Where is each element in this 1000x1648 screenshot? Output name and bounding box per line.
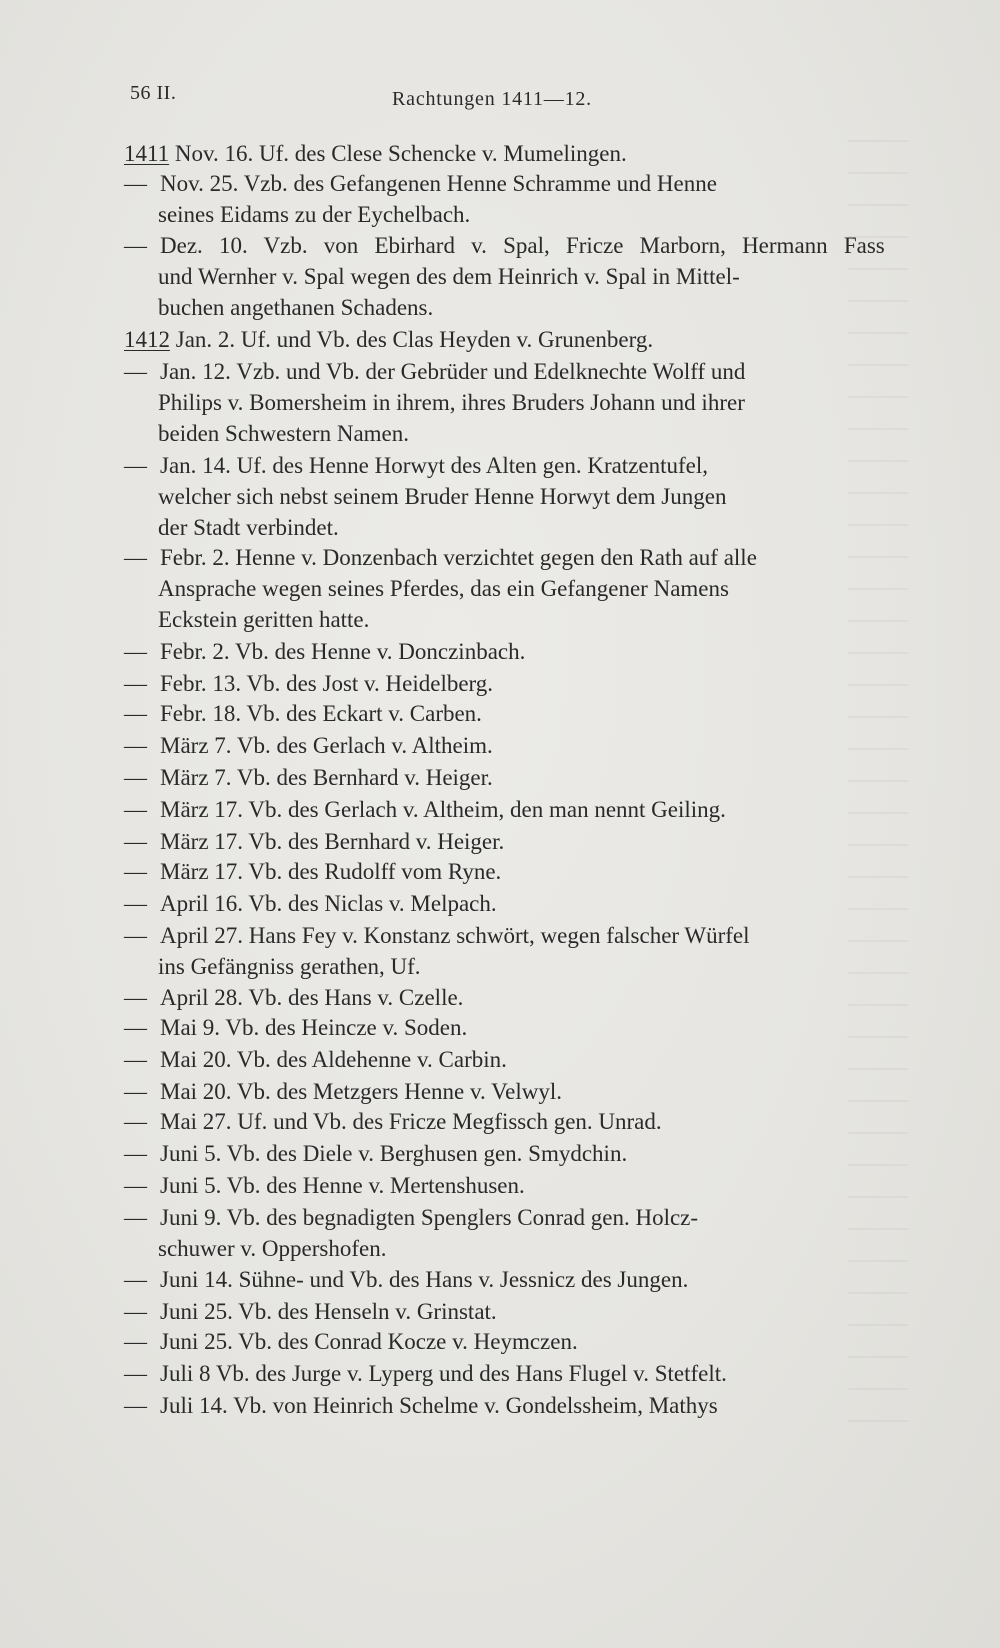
entry-text: Mai 20. Vb. des Metzgers Henne v. Velwyl.: [160, 1079, 563, 1104]
entry-continuation-line: [158, 604, 369, 636]
entry-text: Dez. 10. Vzb. von Ebirhard v. Spal, Fricze Marborn, Hermann Fass: [160, 233, 885, 258]
entry-first-line: [124, 1202, 699, 1234]
entry-text: Nov. 25. Vzb. des Gefangenen Henne Schramme und Henne: [160, 171, 717, 196]
ditto-dash: —: [124, 701, 147, 726]
entry-first-line: [124, 1044, 507, 1076]
entry-text: März 17. Vb. des Gerlach v. Altheim, den man nennt Geiling.: [160, 797, 726, 822]
ditto-dash: —: [124, 1141, 147, 1166]
entry-text: Jan. 14. Uf. des Henne Horwyt des Alten gen. Kratzentufel,: [160, 453, 709, 478]
entry-text: Eckstein geritten hatte.: [158, 607, 370, 632]
entry-first-line: [124, 794, 726, 826]
entry-first-line: [124, 636, 526, 668]
ditto-dash: —: [124, 1047, 147, 1072]
entry-first-line: [124, 1296, 497, 1328]
entry-first-line: [124, 230, 885, 262]
entry-text: Mai 27. Uf. und Vb. des Fricze Megfissch gen. Unrad.: [160, 1109, 662, 1134]
entry-first-line: [124, 1358, 727, 1390]
entry-continuation-line: [158, 199, 470, 231]
entry-first-line: [124, 1326, 578, 1358]
page-header: [130, 82, 650, 112]
entry-text: Juni 9. Vb. des begnadigten Spenglers Conrad gen. Holcz-: [160, 1205, 699, 1230]
ditto-dash: —: [124, 1015, 147, 1040]
ditto-dash: —: [124, 1205, 147, 1230]
entry-text: Mai 9. Vb. des Heincze v. Soden.: [160, 1015, 468, 1040]
entry-text: welcher sich nebst seinem Bruder Henne Horwyt dem Jungen: [158, 484, 727, 509]
entry-text: ins Gefängniss gerathen, Uf.: [158, 954, 421, 979]
entry-text: Juli 14. Vb. von Heinrich Schelme v. Gondelssheim, Mathys: [160, 1393, 718, 1418]
ditto-dash: —: [124, 1079, 147, 1104]
entry-text: Juni 25. Vb. des Henseln v. Grinstat.: [160, 1299, 497, 1324]
ditto-dash: —: [124, 671, 147, 696]
entry-first-line: [124, 1106, 662, 1138]
entry-continuation-line: [158, 481, 726, 513]
entry-text: März 7. Vb. des Bernhard v. Heiger.: [160, 765, 493, 790]
entry-text: April 27. Hans Fey v. Konstanz schwört, wegen falscher Würfel: [160, 923, 750, 948]
entry-continuation-line: [158, 261, 740, 293]
entry-first-line: [124, 1390, 718, 1422]
entry-text: der Stadt verbindet.: [158, 515, 339, 540]
entry-text: Jan. 12. Vzb. und Vb. der Gebrüder und Edelknechte Wolff und: [160, 359, 746, 384]
entry-continuation-line: [158, 1233, 386, 1265]
ditto-dash: —: [124, 1109, 147, 1134]
entry-first-line: [124, 324, 653, 356]
entry-text: Juni 25. Vb. des Conrad Kocze v. Heymczen.: [160, 1329, 578, 1354]
entry-text: und Wernher v. Spal wegen des dem Heinrich v. Spal in Mittel-: [158, 264, 740, 289]
entry-text: Jan. 2. Uf. und Vb. des Clas Heyden v. Grunenberg.: [170, 327, 654, 352]
running-title: Rachtungen 1411—12.: [392, 88, 592, 110]
entry-text: Febr. 2. Vb. des Henne v. Donczinbach.: [160, 639, 526, 664]
ditto-dash: —: [124, 171, 147, 196]
ditto-dash: —: [124, 765, 147, 790]
entry-first-line: [124, 856, 502, 888]
ditto-dash: —: [124, 1329, 147, 1354]
year-marker: 1412: [124, 327, 170, 352]
entry-first-line: [124, 698, 482, 730]
entry-first-line: [124, 356, 746, 388]
year-marker: 1411: [124, 141, 170, 166]
ditto-dash: —: [124, 1173, 147, 1198]
entry-first-line: [124, 730, 493, 762]
entry-text: März 7. Vb. des Gerlach v. Altheim.: [160, 733, 493, 758]
ditto-dash: —: [124, 985, 147, 1010]
entry-continuation-line: [158, 387, 745, 419]
ditto-dash: —: [124, 453, 147, 478]
entry-continuation-line: [158, 512, 339, 544]
entry-text: April 16. Vb. des Niclas v. Melpach.: [160, 891, 497, 916]
entry-first-line: [124, 1012, 468, 1044]
entry-text: Febr. 2. Henne v. Donzenbach verzichtet gegen den Rath auf alle: [160, 545, 757, 570]
ditto-dash: —: [124, 891, 147, 916]
entry-first-line: [124, 168, 717, 200]
entry-first-line: [124, 826, 505, 858]
entry-text: Juni 14. Sühne- und Vb. des Hans v. Jessnicz des Jungen.: [160, 1267, 689, 1292]
ditto-dash: —: [124, 1267, 147, 1292]
page-number: 56 II.: [130, 82, 177, 104]
entry-text: Ansprache wegen seines Pferdes, das ein Gefangener Namens: [158, 576, 729, 601]
ditto-dash: —: [124, 359, 147, 384]
entry-text: buchen angethanen Schadens.: [158, 295, 434, 320]
entry-first-line: [124, 1076, 563, 1108]
ditto-dash: —: [124, 545, 147, 570]
entry-first-line: [124, 1264, 689, 1296]
entry-first-line: [124, 450, 709, 482]
entry-text: Febr. 18. Vb. des Eckart v. Carben.: [160, 701, 482, 726]
ditto-dash: —: [124, 1361, 147, 1386]
entry-first-line: [124, 982, 464, 1014]
ditto-dash: —: [124, 233, 147, 258]
entry-text: beiden Schwestern Namen.: [158, 421, 410, 446]
ditto-dash: —: [124, 639, 147, 664]
entry-text: Mai 20. Vb. des Aldehenne v. Carbin.: [160, 1047, 507, 1072]
entry-text: Nov. 16. Uf. des Clese Schencke v. Mumelingen.: [169, 141, 627, 166]
entry-text: seines Eidams zu der Eychelbach.: [158, 202, 471, 227]
entry-first-line: [124, 668, 494, 700]
entry-continuation-line: [158, 573, 729, 605]
bleed-through-texture: [848, 140, 908, 1440]
entry-text: März 17. Vb. des Rudolff vom Ryne.: [160, 859, 502, 884]
entry-text: März 17. Vb. des Bernhard v. Heiger.: [160, 829, 505, 854]
ditto-dash: —: [124, 923, 147, 948]
entry-text: Juni 5. Vb. des Diele v. Berghusen gen. Smydchin.: [160, 1141, 628, 1166]
ditto-dash: —: [124, 859, 147, 884]
ditto-dash: —: [124, 829, 147, 854]
entry-text: April 28. Vb. des Hans v. Czelle.: [160, 985, 464, 1010]
entry-first-line: [124, 920, 750, 952]
ditto-dash: —: [124, 1393, 147, 1418]
ditto-dash: —: [124, 797, 147, 822]
entry-first-line: [124, 1138, 628, 1170]
ditto-dash: —: [124, 1299, 147, 1324]
entry-text: Juni 5. Vb. des Henne v. Mertenshusen.: [160, 1173, 525, 1198]
entry-first-line: [124, 138, 627, 170]
entry-continuation-line: [158, 951, 421, 983]
ditto-dash: —: [124, 733, 147, 758]
entry-text: schuwer v. Oppershofen.: [158, 1236, 387, 1261]
entry-text: Febr. 13. Vb. des Jost v. Heidelberg.: [160, 671, 494, 696]
entry-text: Juli 8 Vb. des Jurge v. Lyperg und des Hans Flugel v. Stetfelt.: [160, 1361, 727, 1386]
entry-text: Philips v. Bomersheim in ihrem, ihres Bruders Johann und ihrer: [158, 390, 745, 415]
entry-continuation-line: [158, 292, 433, 324]
entry-continuation-line: [158, 418, 409, 450]
entry-first-line: [124, 762, 493, 794]
entry-first-line: [124, 542, 757, 574]
entry-first-line: [124, 888, 497, 920]
entry-first-line: [124, 1170, 525, 1202]
